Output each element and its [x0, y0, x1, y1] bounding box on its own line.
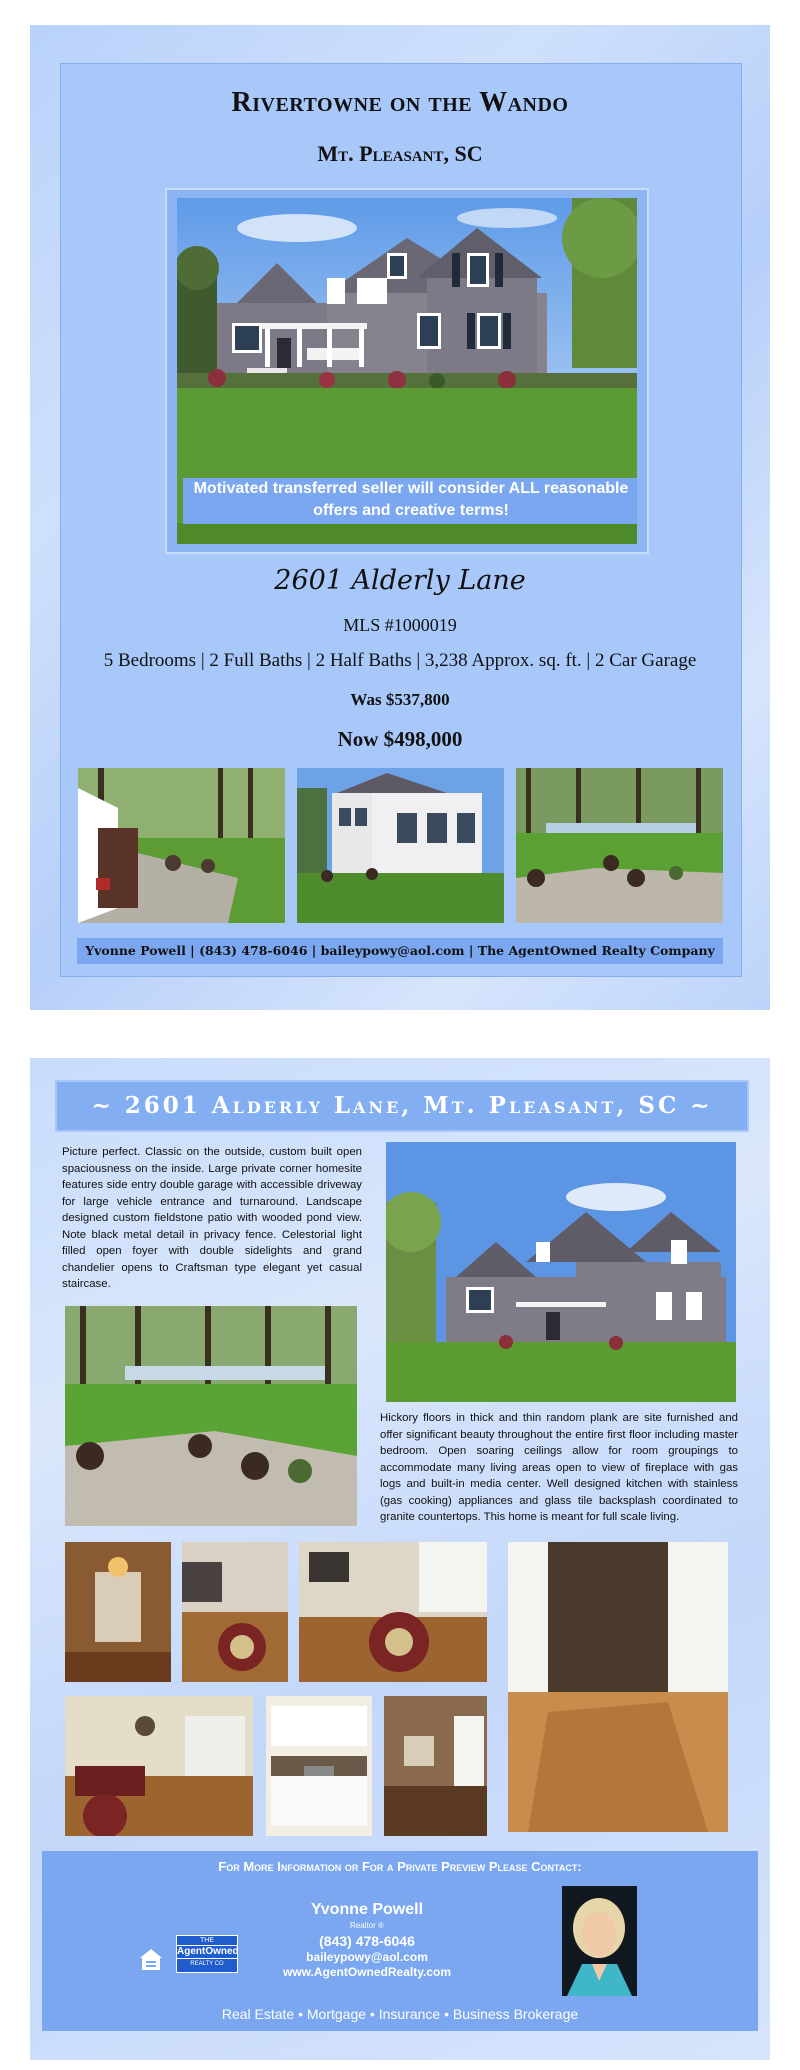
now-price: Now $498,000 — [337, 727, 463, 751]
agent-email[interactable]: baileypowy@aol.com — [306, 1950, 428, 1964]
logo-sub: REALTY CO — [190, 1961, 224, 1967]
vanity-photo — [384, 1696, 487, 1836]
flyer-subtitle: Mt. Pleasant, SC — [317, 141, 483, 166]
agentowned-logo — [176, 1935, 238, 1973]
agent-contact-bar: Yvonne Powell | (843) 478-6046 | baileypowy@aol.com | The AgentOwned Realty Company — [77, 938, 723, 964]
kitchen-photo — [266, 1696, 372, 1836]
agent-title: Realtor ® — [350, 1921, 384, 1930]
property-address: 2601 Alderly Lane — [274, 565, 526, 596]
front-house-photo — [386, 1142, 736, 1402]
was-price: Was $537,800 — [350, 690, 450, 709]
foyer-photo — [65, 1542, 171, 1682]
services-line: Real Estate • Mortgage • Insurance • Business Brokerage — [221, 2006, 579, 2022]
living-room-photo-2 — [299, 1542, 487, 1682]
footer-heading: For More Information or For a Private Preview Please Contact: — [218, 1859, 582, 1874]
agent-phone[interactable]: (843) 478-6046 — [319, 1933, 415, 1949]
description-interior: Hickory floors in thick and thin random plank are site furnished and offer significant beauty throughout the entire first floor including master bedroom. Open soaring ceilings allow for room groupings to accommodate many living areas open to view of fireplace with gas logs and built-in media center. Well designed kitchen with stainless (gas cooking) appliances and glass tile backsplash coordinated to granite countertops. This home is meant for full scale living. — [380, 1412, 738, 1523]
patio-furniture-photo — [65, 1306, 357, 1526]
agent-website[interactable]: www.AgentOwnedRealty.com — [282, 1965, 452, 1979]
mls-number: MLS #1000019 — [343, 615, 457, 635]
flyer-page-1 — [30, 25, 770, 1010]
property-features: 5 Bedrooms | 2 Full Baths | 2 Half Baths | 3,238 Approx. sq. ft. | 2 Car Garage — [103, 650, 697, 671]
logo-the: THE — [200, 1937, 214, 1944]
living-room-photo-1 — [182, 1542, 288, 1682]
agent-name: Yvonne Powell — [310, 1901, 424, 1918]
description-exterior: Picture perfect. Classic on the outside, custom built open spaciousness on the inside. Large private corner homesite features side entry double garage with accessible driveway for large vehicle entrance and turnaround. Landscape designed custom fieldstone patio with wooded pond view. Note black metal detail in privacy fence. Celestorial light filled open foyer with double sidelights and grand chandelier opens to Craftsman type elegant yet casual staircase. — [62, 1146, 362, 1290]
patio-pond-photo — [516, 768, 723, 923]
flyer-title: Rivertowne on the Wando — [231, 87, 569, 118]
equal-housing-icon — [138, 1947, 164, 1973]
logo-main: AgentOwned — [177, 1946, 239, 1957]
family-room-photo — [65, 1696, 253, 1836]
agent-portrait — [562, 1886, 637, 1996]
rear-house-photo — [297, 768, 504, 923]
motivated-seller-banner: Motivated transferred seller will consider ALL reasonable offers and creative terms! — [183, 478, 637, 524]
hickory-floor-photo — [508, 1542, 728, 1832]
contact-footer — [42, 1851, 758, 2031]
flyer-page-2 — [30, 1058, 770, 2060]
page2-banner: ~ 2601 Alderly Lane, Mt. Pleasant, SC ~ — [55, 1080, 749, 1132]
hero-photo-frame — [165, 188, 649, 554]
hero-house-photo — [177, 198, 637, 544]
patio-stairs-photo — [78, 768, 285, 923]
